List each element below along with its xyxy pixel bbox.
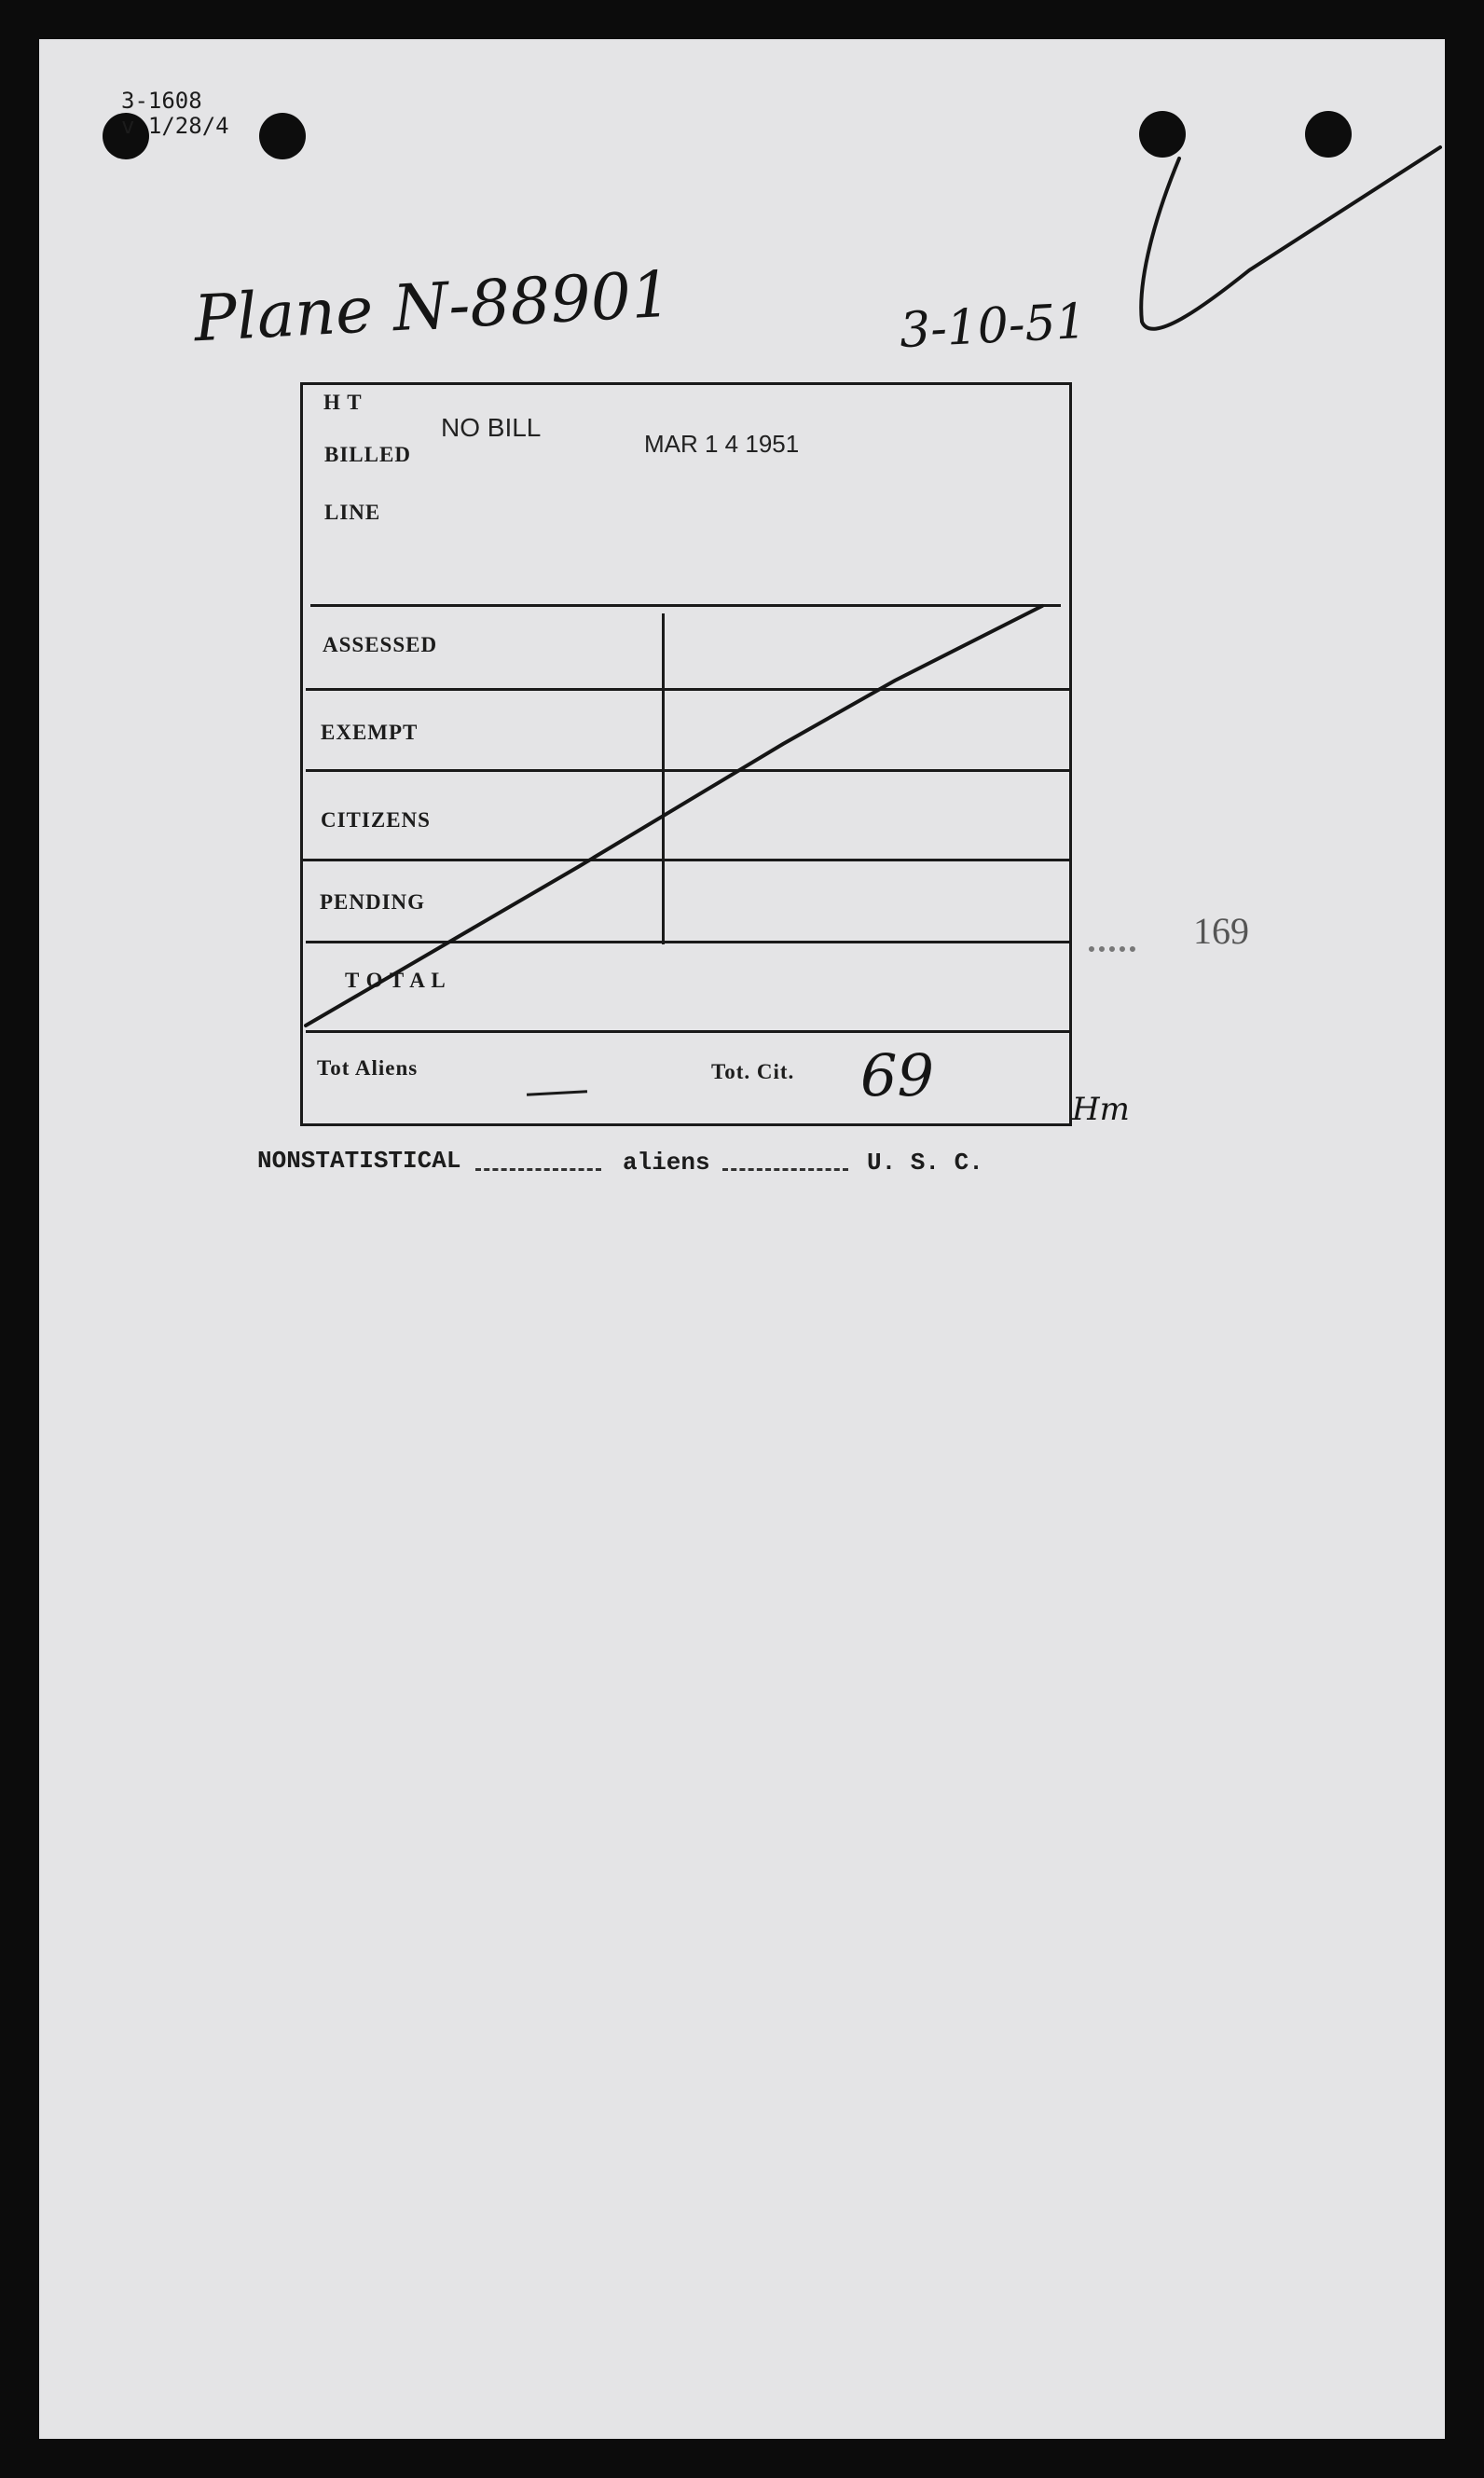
form-number (121, 89, 229, 139)
total-label: T O T A L (345, 969, 447, 992)
punch-hole-right-2 (1305, 111, 1352, 158)
divider-assessed (306, 688, 1070, 691)
divider-exempt (306, 769, 1070, 772)
no-bill-stamp: NO BILL (441, 413, 542, 442)
initials-handwritten: Hm (1072, 1091, 1130, 1128)
plane-number-handwritten: Plane N-88901 (192, 257, 674, 357)
tot-cit-label: Tot. Cit. (711, 1060, 795, 1083)
form-number-line2: v 1/28/4 (121, 113, 229, 139)
punch-hole-left-2 (259, 113, 306, 159)
form-number-line1: 3-1608 (121, 88, 202, 114)
date-handwritten: 3-10-51 (898, 293, 1088, 360)
usc-label: U. S. C. (867, 1149, 983, 1177)
faded-stamp-mark (1089, 918, 1135, 952)
punch-hole-right-1 (1139, 111, 1186, 158)
divider-header (310, 604, 1061, 607)
divider-citizens (303, 859, 1072, 861)
tot-aliens-dash (527, 1090, 587, 1095)
assessed-label: ASSESSED (323, 633, 438, 656)
aliens-label: aliens (623, 1149, 710, 1177)
nonstatistical-blank-1 (475, 1168, 601, 1171)
line-label: LINE (324, 501, 381, 524)
tot-cit-value-handwritten: 69 (860, 1041, 934, 1109)
nonstatistical-label: NONSTATISTICAL (257, 1147, 461, 1175)
divider-total (306, 1030, 1070, 1033)
statistics-box (300, 382, 1072, 1126)
citizens-label: CITIZENS (321, 808, 431, 832)
ht-label: H T (323, 391, 363, 414)
tot-aliens-label: Tot Aliens (317, 1056, 419, 1080)
date-stamp: MAR 1 4 1951 (644, 430, 800, 458)
exempt-label: EXEMPT (321, 721, 419, 744)
column-divider (662, 613, 665, 944)
pending-label: PENDING (320, 890, 426, 914)
side-number: 169 (1193, 910, 1249, 952)
divider-pending (306, 941, 1070, 943)
nonstatistical-blank-2 (722, 1168, 848, 1171)
billed-label: BILLED (324, 443, 411, 466)
